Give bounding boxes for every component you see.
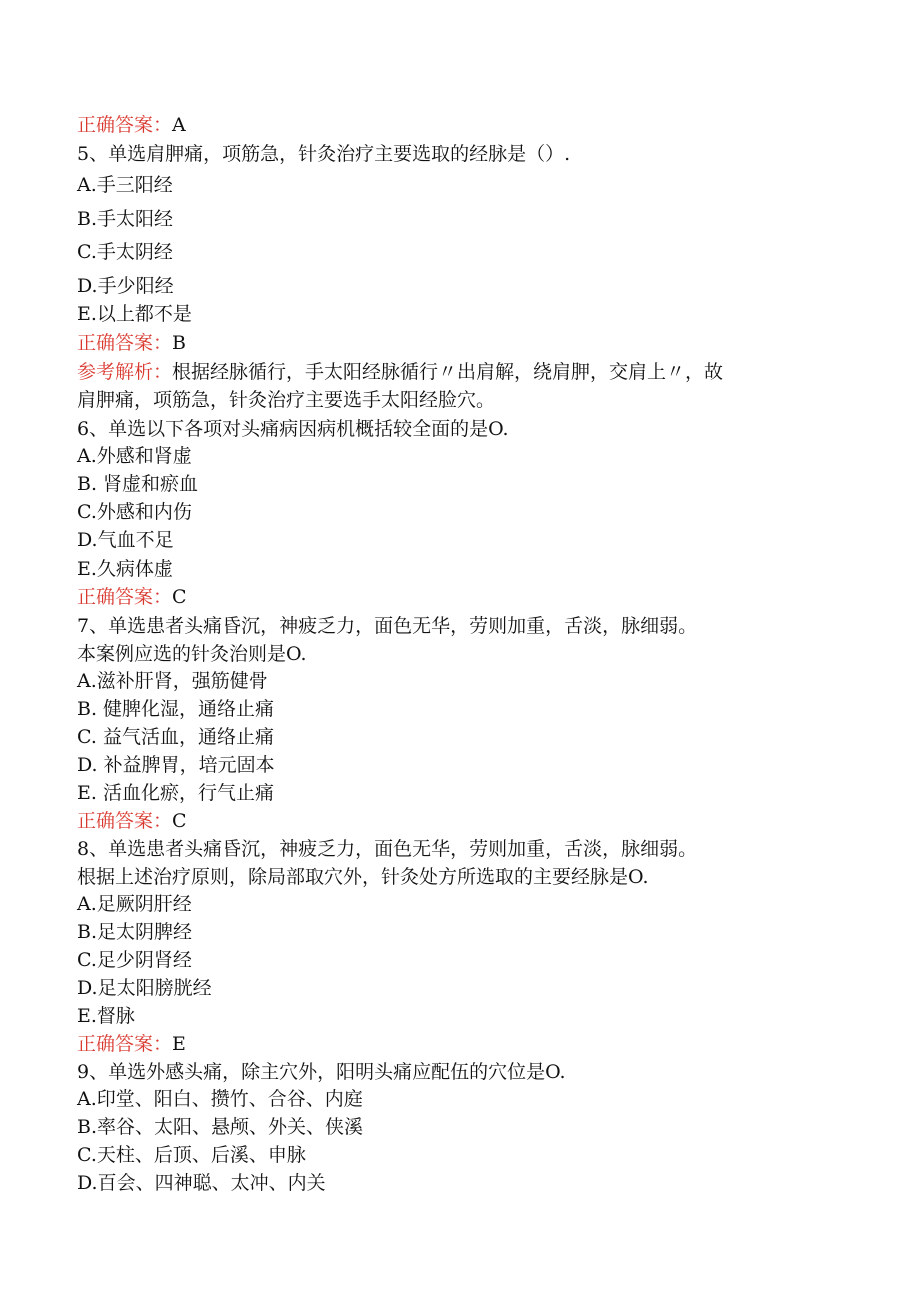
option-e: E.久病体虚: [77, 558, 173, 580]
explanation-label: 参考解析：: [77, 361, 173, 383]
answer-line: [77, 809, 187, 833]
answer-label: 正确答案：: [77, 1033, 173, 1055]
option-a: A.滋补肝肾，强筋健骨: [77, 670, 268, 692]
option-b: B. 肾虚和瘀血: [77, 473, 199, 495]
option-b: B.率谷、太阳、悬颅、外关、侠溪: [77, 1116, 364, 1138]
question-9: 9、单选外感头痛，除主穴外，阳明头痛应配伍的穴位是O.: [77, 1061, 566, 1083]
answer-value: E: [172, 1033, 186, 1055]
question-7-continued: 本案例应选的针灸治则是O.: [77, 643, 307, 665]
option-e: E. 活血化瘀，行气止痛: [77, 782, 274, 804]
option-a: A.足厥阴肝经: [77, 893, 192, 915]
answer-label: 正确答案：: [77, 332, 173, 354]
answer-line: [77, 1032, 186, 1056]
option-c: C.天柱、后顶、后溪、申脉: [77, 1144, 306, 1166]
answer-label: 正确答案：: [77, 114, 173, 136]
option-b: B.足太阴脾经: [77, 921, 193, 943]
option-c: C.外感和内伤: [77, 501, 192, 523]
option-d: D. 补益脾胃，培元固本: [77, 754, 275, 776]
answer-value: A: [172, 114, 186, 136]
option-e: E.督脉: [77, 1005, 135, 1027]
question-8-continued: 根据上述治疗原则，除局部取穴外，针灸处方所选取的主要经脉是O.: [77, 866, 649, 888]
option-a: A.印堂、阳白、攒竹、合谷、内庭: [77, 1088, 363, 1110]
question-7: 7、单选患者头痛昏沉，神疲乏力，面色无华，劳则加重，舌淡，脉细弱。: [77, 615, 698, 637]
option-a: A.外感和肾虚: [77, 445, 192, 467]
option-a: A.手三阳经: [77, 174, 173, 196]
option-d: D.手少阳经: [77, 275, 174, 297]
option-b: B. 健脾化湿，通络止痛: [77, 698, 275, 720]
option-b: B.手太阳经: [77, 208, 174, 230]
option-c: C.足少阴肾经: [77, 949, 192, 971]
answer-label: 正确答案：: [77, 586, 173, 608]
option-d: D.气血不足: [77, 529, 174, 551]
explanation-line: [77, 360, 723, 384]
explanation-text: 根据经脉循行，手太阳经脉循行〃出肩解，绕肩胛，交肩上〃，故: [172, 361, 724, 383]
option-c: C. 益气活血，通络止痛: [77, 726, 274, 748]
answer-value: C: [172, 810, 187, 832]
option-c: C.手太阴经: [77, 241, 173, 263]
question-6: 6、单选以下各项对头痛病因病机概括较全面的是O.: [77, 418, 509, 440]
answer-line: [77, 585, 187, 609]
question-5: 5、单选肩胛痛，项筋急，针灸治疗主要选取的经脉是（）.: [77, 143, 571, 165]
answer-value: B: [172, 332, 186, 354]
explanation-continued: 肩胛痛，项筋急，针灸治疗主要选手太阳经脸穴。: [77, 389, 496, 411]
option-d: D.足太阳膀胱经: [77, 977, 212, 999]
answer-value: C: [172, 586, 187, 608]
answer-line: [77, 113, 186, 137]
answer-label: 正确答案：: [77, 810, 173, 832]
question-8: 8、单选患者头痛昏沉，神疲乏力，面色无华，劳则加重，舌淡，脉细弱。: [77, 838, 698, 860]
option-e: E.以上都不是: [77, 303, 192, 325]
answer-line: [77, 331, 186, 355]
option-d: D.百会、四神聪、太冲、内关: [77, 1172, 326, 1194]
